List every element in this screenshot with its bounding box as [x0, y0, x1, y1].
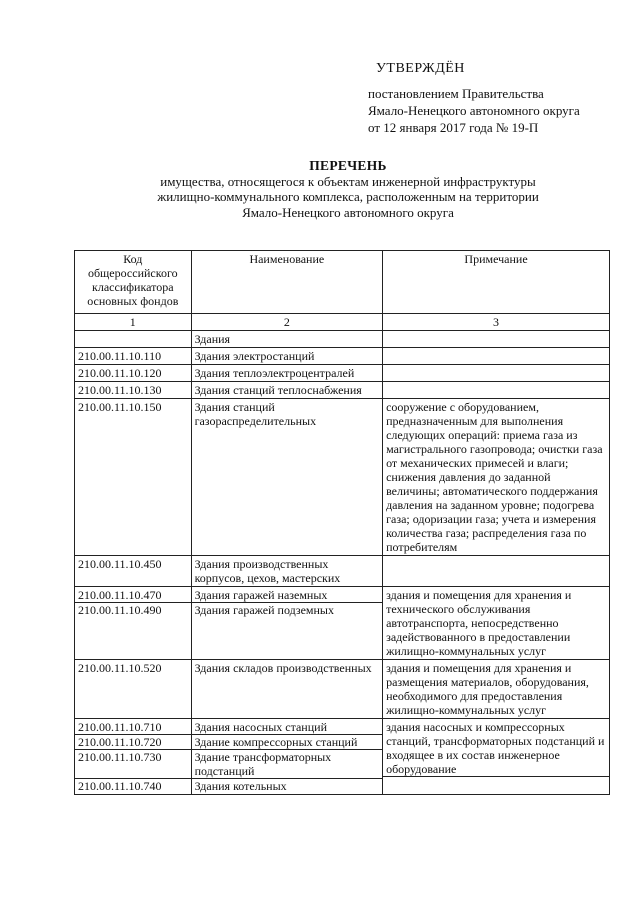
- table-header-row: [75, 251, 610, 314]
- name-cell: Здания электростанций: [191, 348, 383, 365]
- code-segment: 210.00.11.10.730: [75, 750, 191, 779]
- document-heading: [90, 158, 606, 220]
- code-cell: 210.00.11.10.110: [75, 348, 192, 365]
- name-segment: Здания гаражей наземных: [192, 588, 383, 603]
- name-segment: Здания гаражей подземных: [194, 603, 334, 617]
- table-row: [75, 399, 610, 556]
- code-cell: [75, 719, 192, 795]
- note-cell: [383, 382, 610, 399]
- approval-line: Ямало-Ненецкого автономного округа: [368, 103, 580, 118]
- code-segment: 210.00.11.10.470: [75, 588, 191, 603]
- approval-line: постановлением Правительства: [368, 86, 544, 101]
- table-row: [75, 660, 610, 719]
- note-cell: [383, 365, 610, 382]
- table-row: [75, 365, 610, 382]
- name-cell: Здания теплоэлектроцентралей: [191, 365, 383, 382]
- note-segment: здания насосных и компрессорных станций, трансформаторных подстанций и входящее в их состав инженерное оборудование: [383, 720, 609, 777]
- header-code: Код общероссийского классификатора основных фондов: [75, 251, 192, 314]
- approval-line: от 12 января 2017 года № 19-П: [368, 120, 539, 135]
- note-cell: сооружение с оборудованием, предназначенным для выполнения следующих операций: приема газа из магистрального газопровода; очистки газа от механических примесей и влаги; снижения давления до заданной величины; автоматического поддержания давления на заданном уровне; подогрева газа; одоризации газа; учета и измерения количества газа; распределения газа по потребителям: [383, 399, 610, 556]
- name-cell: Здания производственных корпусов, цехов, мастерских: [191, 556, 383, 587]
- name-cell: Здания станций теплоснабжения: [191, 382, 383, 399]
- name-segment: Здание компрессорных станций: [192, 735, 383, 750]
- table-row: [75, 587, 610, 660]
- note-cell: [383, 556, 610, 587]
- document-title: ПЕРЕЧЕНЬ: [309, 158, 387, 173]
- heading-line: имущества, относящегося к объектам инженерной инфраструктуры: [160, 173, 536, 189]
- code-cell: 210.00.11.10.120: [75, 365, 192, 382]
- name-cell: [191, 587, 383, 660]
- note-cell: здания и помещения для хранения и размещения материалов, оборудования, необходимого для предоставления жилищно-коммунальных услуг: [383, 660, 610, 719]
- column-number-row: [75, 314, 610, 331]
- code-cell: 210.00.11.10.450: [75, 556, 192, 587]
- code-cell: [75, 331, 192, 348]
- table-row: [75, 382, 610, 399]
- name-cell: Здания складов производственных: [191, 660, 383, 719]
- heading-line: Ямало-Ненецкого автономного округа: [242, 204, 454, 220]
- note-cell: [383, 331, 610, 348]
- heading-line: жилищно-коммунального комплекса, расположенным на территории: [157, 189, 539, 204]
- column-number: 3: [383, 314, 610, 331]
- section-cell: Здания: [191, 331, 383, 348]
- code-cell: 210.00.11.10.520: [75, 660, 192, 719]
- code-cell: 210.00.11.10.150: [75, 399, 192, 556]
- note-cell: здания и помещения для хранения и технического обслуживания автотранспорта, непосредственно задействованного в предоставлении жилищно-коммунальных услуг: [383, 587, 610, 660]
- note-cell: [383, 719, 610, 795]
- name-segment: Здания котельных: [194, 779, 287, 793]
- table-row: [75, 348, 610, 365]
- header-note: Примечание: [383, 251, 610, 314]
- code-cell: [75, 587, 192, 660]
- code-segment: 210.00.11.10.740: [78, 779, 162, 793]
- code-cell: 210.00.11.10.130: [75, 382, 192, 399]
- approval-title: УТВЕРЖДЁН: [376, 61, 465, 76]
- code-segment: 210.00.11.10.720: [75, 735, 191, 750]
- name-segment: Здания насосных станций: [192, 720, 383, 735]
- approval-block: [368, 60, 630, 136]
- column-number: 1: [75, 314, 192, 331]
- table-row: [75, 331, 610, 348]
- code-segment: 210.00.11.10.710: [75, 720, 191, 735]
- header-name: Наименование: [191, 251, 383, 314]
- column-number: 2: [191, 314, 383, 331]
- name-segment: Здание трансформаторных подстанций: [192, 750, 383, 779]
- note-cell: [383, 348, 610, 365]
- table-row: [75, 556, 610, 587]
- property-table: [74, 250, 610, 795]
- name-cell: [191, 719, 383, 795]
- table-row: [75, 719, 610, 795]
- name-cell: Здания станций газораспределительных: [191, 399, 383, 556]
- code-segment: 210.00.11.10.490: [78, 603, 162, 617]
